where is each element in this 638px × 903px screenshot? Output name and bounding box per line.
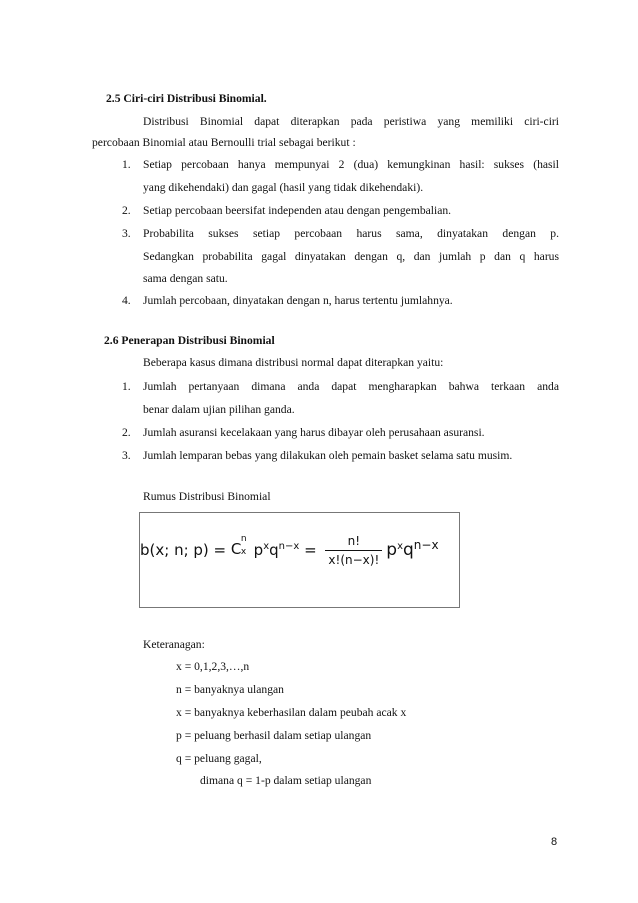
formula-lhs: b(x; n; p) = [140,541,231,559]
list-item-line: Setiap percobaan hanya mempunyai 2 (dua) kemungkinan hasil: sukses (hasil [143,158,559,171]
list-item-number: 1. [122,158,131,171]
formula-equals: = [299,541,322,559]
page-number: 8 [551,836,558,848]
combination-symbol: C n x [230,534,247,558]
keterangan-label: Keteranagan: [143,638,205,651]
keterangan-line: x = 0,1,2,3,…,n [176,660,250,673]
list-item-number: 3. [122,449,131,462]
fraction-denominator: x!(n−x)! [328,553,380,567]
keterangan-line: q = peluang gagal, [176,752,262,765]
list-item-line: Jumlah lemparan bebas yang dilakukan oleh pemain basket selama satu musim. [143,449,513,462]
formula-p: p [253,541,264,559]
list-item-line: Sedangkan probabilita gagal dinyatakan dengan q, dan jumlah p dan q harus [143,250,559,263]
list-item-number: 4. [122,294,131,307]
list-item-line: Probabilita sukses setiap percobaan harus sama, dinyatakan dengan p. [143,227,559,240]
list-item-number: 2. [122,426,131,439]
section-2-6-title: 2.6 Penerapan Distribusi Binomial [104,334,275,347]
list-item-number: 1. [122,380,131,393]
binomial-formula [140,534,439,567]
list-item-line: yang dikehendaki) dan gagal (hasil yang tidak dikehendaki). [143,181,424,194]
list-item-number: 3. [122,227,131,240]
formula-p-exponent: x [263,541,270,552]
section-2-5-title: 2.5 Ciri-ciri Distribusi Binomial. [106,92,267,105]
list-item-line: Jumlah percobaan, dinyatakan dengan n, harus tertentu jumlahnya. [143,294,453,307]
section-2-6-intro: Beberapa kasus dimana distribusi normal dapat diterapkan yaitu: [143,356,444,369]
formula-p2: p [386,540,398,560]
formula-fraction [325,534,382,567]
section-2-5-intro-line1: Distribusi Binomial dapat diterapkan pada peristiwa yang memiliki ciri-ciri [143,115,559,128]
keterangan-line: p = peluang berhasil dalam setiap ulangan [176,729,372,742]
list-item-number: 2. [122,204,131,217]
keterangan-line: n = banyaknya ulangan [176,683,284,696]
list-item-line: sama dengan satu. [143,272,228,285]
section-2-5-intro-line2: percobaan Binomial atau Bernoulli trial sebagai berikut : [92,136,356,149]
list-item-line: benar dalam ujian pilihan ganda. [143,403,295,416]
formula-caption: Rumus Distribusi Binomial [143,490,271,503]
fraction-numerator: n! [325,534,382,551]
list-item-line: Jumlah pertanyaan dimana anda dapat mengharapkan bahwa terkaan anda [143,380,559,393]
formula-q2-exponent: n−x [413,538,439,552]
list-item-line: Jumlah asuransi kecelakaan yang harus dibayar oleh perusahaan asuransi. [143,426,485,439]
formula-q-exponent: n−x [278,541,300,552]
formula-q2: q [402,540,414,560]
keterangan-last-line: dimana q = 1-p dalam setiap ulangan [200,774,372,787]
list-item-line: Setiap percobaan beersifat independen atau dengan pengembalian. [143,204,452,217]
formula-p2-exponent: x [397,541,403,552]
formula-q: q [269,541,279,559]
keterangan-line: x = banyaknya keberhasilan dalam peubah acak x [176,706,407,719]
